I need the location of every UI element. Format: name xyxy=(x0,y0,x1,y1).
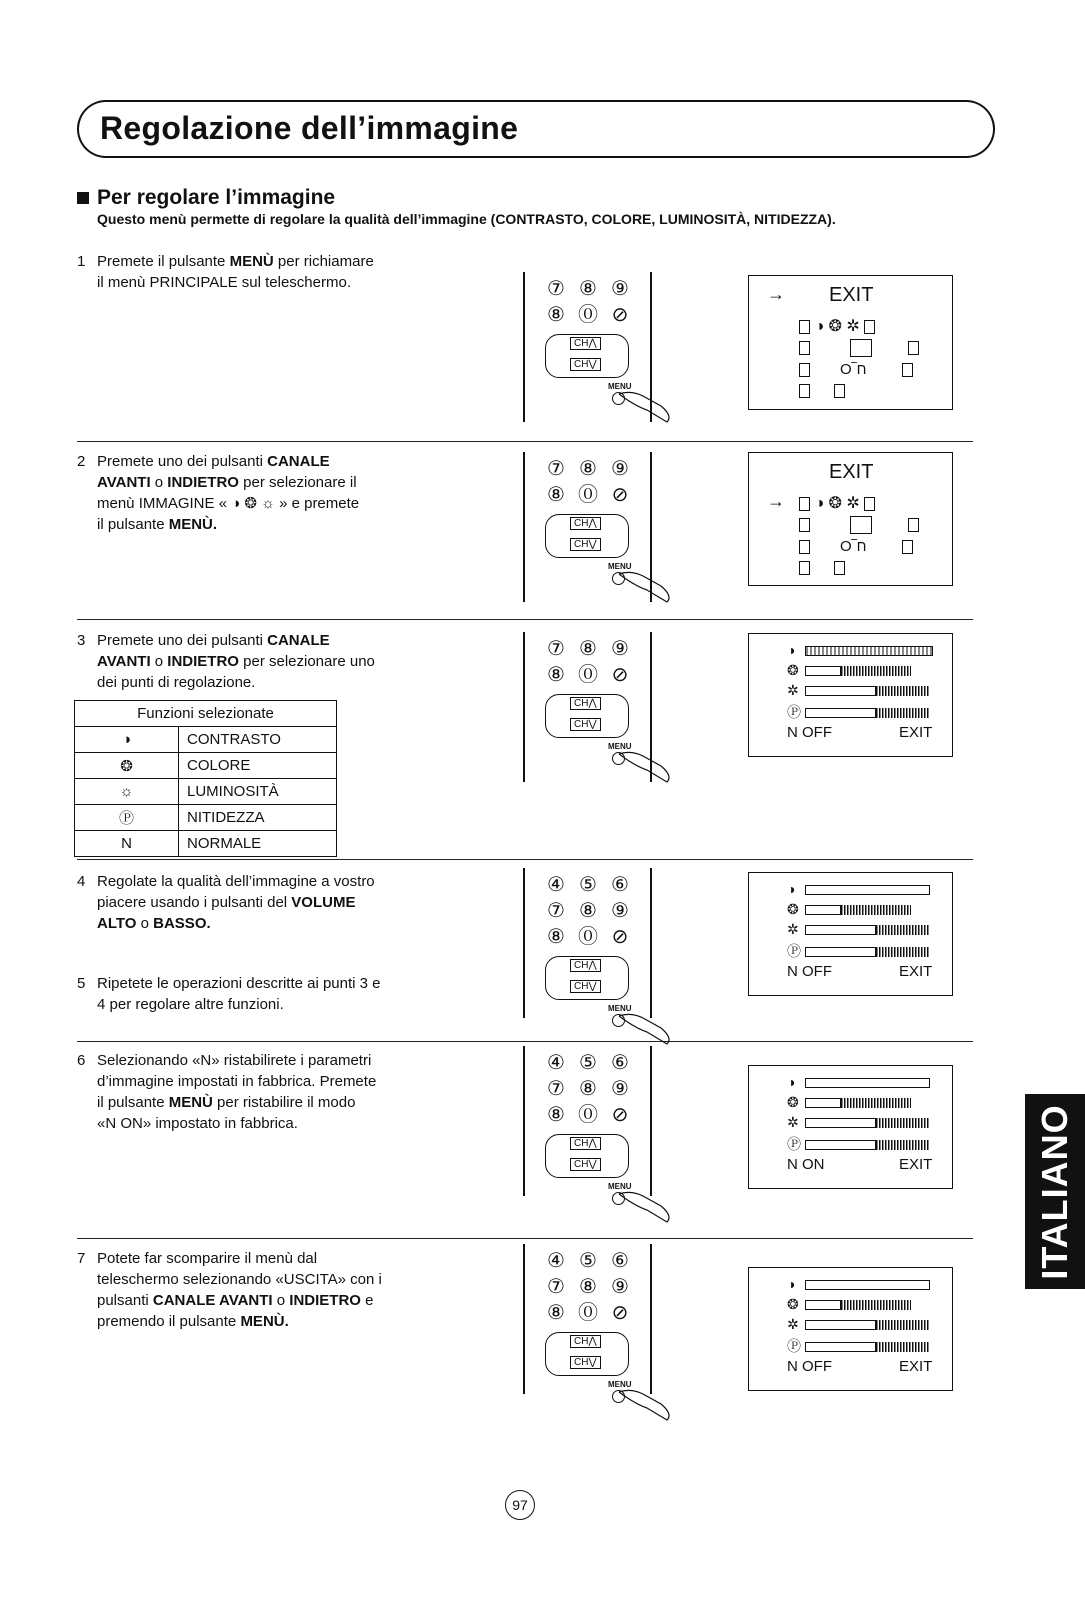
function-name: NORMALE xyxy=(179,831,337,857)
square-icon xyxy=(834,561,845,575)
osd-picture-menu xyxy=(748,872,953,996)
screen-icon xyxy=(850,516,872,534)
ch-down-label: CH⋁ xyxy=(570,358,601,371)
number-key-icon: ⊘ xyxy=(611,1104,629,1126)
title-frame-bottom xyxy=(110,156,958,158)
table-row xyxy=(75,805,337,831)
number-key-icon: ⑨ xyxy=(611,1078,629,1100)
square-icon xyxy=(908,341,919,355)
number-key-icon: ⑦ xyxy=(547,900,565,922)
title-frame-right xyxy=(955,100,995,158)
function-name: NITIDEZZA xyxy=(179,805,337,831)
page-title: Regolazione dell’immagine xyxy=(100,110,519,146)
number-key-icon: ⑨ xyxy=(611,278,629,300)
color-icon: ❂ xyxy=(75,753,179,779)
menu-label: MENU xyxy=(608,382,632,391)
osd-main-menu xyxy=(748,452,953,586)
number-key-icon: ⑦ xyxy=(547,458,565,480)
osd-normal-status: N OFF xyxy=(787,1358,832,1375)
square-icon xyxy=(834,384,845,398)
osd-arrow-icon: → xyxy=(767,284,785,304)
remote-illustration xyxy=(515,632,660,792)
osd-adjust-row: ◑ xyxy=(787,881,930,897)
number-key-icon: ⑧ xyxy=(579,900,597,922)
normal-label: N xyxy=(75,831,179,857)
divider xyxy=(77,859,973,860)
functions-table xyxy=(74,700,337,857)
osd-adjust-row: ❂ xyxy=(787,662,911,679)
square-icon xyxy=(799,341,810,355)
step-text-line: il menù PRINCIPALE sul teleschermo. xyxy=(97,274,351,291)
number-key-icon: ⑧ xyxy=(579,1078,597,1100)
osd-picture-row: ◑ ❂ ✲ xyxy=(799,316,875,336)
language-tab-label: ITALIANO xyxy=(1034,1103,1075,1280)
osd-row xyxy=(799,538,913,555)
functions-table-wrapper xyxy=(74,700,337,857)
step-text-line: Selezionando «N» ristabilirete i parametri xyxy=(97,1052,372,1069)
step-text-line: Potete far scomparire il menù dal xyxy=(97,1250,318,1267)
osd-adjust-row: ◑ xyxy=(787,1074,930,1090)
step-text-line: menù IMMAGINE « ◑ ❂ ☼ » e premete xyxy=(97,495,360,512)
menu-label: MENU xyxy=(608,1380,632,1389)
number-key-icon: ⓪ xyxy=(578,664,598,686)
menu-label: MENU xyxy=(608,1182,632,1191)
function-name: LUMINOSITÀ xyxy=(179,779,337,805)
remote-illustration xyxy=(515,272,660,432)
square-icon xyxy=(799,384,810,398)
sharpness-icon: Ⓟ xyxy=(75,805,179,831)
step-text-line: il pulsante MENÙ per ristabilire il modo xyxy=(97,1094,356,1111)
osd-adjust-row: ✲ xyxy=(787,1114,930,1131)
step-text-line: dei punti di regolazione. xyxy=(97,674,256,691)
osd-main-menu xyxy=(748,275,953,410)
hand-pointer-icon xyxy=(615,746,675,786)
step-text-line: Regolate la qualità dell’immagine a vostro xyxy=(97,873,375,890)
number-key-icon: ⑨ xyxy=(611,458,629,480)
divider xyxy=(77,1041,973,1042)
ch-up-label: CH⋀ xyxy=(570,697,601,710)
osd-adjust-row: ✲ xyxy=(787,921,930,938)
ch-up-label: CH⋀ xyxy=(570,959,601,972)
ch-down-label: CH⋁ xyxy=(570,1158,601,1171)
number-key-icon: ⑧ xyxy=(547,1104,565,1126)
number-key-icon: ⊘ xyxy=(611,926,629,948)
square-icon xyxy=(799,320,810,334)
osd-adjust-row: ◑ xyxy=(787,642,933,658)
number-key-icon: ⑥ xyxy=(611,1052,629,1074)
step-number: 3 xyxy=(77,632,86,649)
number-key-icon: ④ xyxy=(547,1052,565,1074)
step-text-line: premendo il pulsante MENÙ. xyxy=(97,1313,289,1330)
osd-adjust-row: Ⓟ xyxy=(787,941,930,961)
step-text-line: 4 per regolare altre funzioni. xyxy=(97,996,284,1013)
divider xyxy=(77,441,973,442)
step-text-line: AVANTI o INDIETRO per selezionare il xyxy=(97,474,357,491)
number-key-icon: ⑧ xyxy=(579,278,597,300)
ch-down-label: CH⋁ xyxy=(570,1356,601,1369)
table-row xyxy=(75,753,337,779)
number-key-icon: ⊘ xyxy=(611,664,629,686)
step-text-line: ALTO o BASSO. xyxy=(97,915,211,932)
step-6 xyxy=(77,1050,442,1134)
square-icon xyxy=(799,561,810,575)
osd-adjust-row: Ⓟ xyxy=(787,1336,930,1356)
number-key-icon: ⓪ xyxy=(578,304,598,326)
step-text-line: d’immagine impostati in fabbrica. Premete xyxy=(97,1073,377,1090)
osd-row xyxy=(799,361,913,378)
ch-up-label: CH⋀ xyxy=(570,1137,601,1150)
step-number: 4 xyxy=(77,873,86,890)
ch-up-label: CH⋀ xyxy=(570,337,601,350)
table-row xyxy=(75,831,337,857)
brightness-icon: ☼ xyxy=(75,779,179,805)
number-key-icon: ⑤ xyxy=(579,1250,597,1272)
number-key-icon: ⊘ xyxy=(611,484,629,506)
step-text-line: Ripetete le operazioni descritte ai punti 3 e xyxy=(97,975,381,992)
square-icon xyxy=(902,363,913,377)
step-text-line: Premete uno dei pulsanti CANALE xyxy=(97,453,330,470)
hand-pointer-icon xyxy=(615,1384,675,1424)
number-key-icon: ⓪ xyxy=(578,926,598,948)
square-icon xyxy=(799,497,810,511)
step-text-line: piacere usando i pulsanti del VOLUME xyxy=(97,894,356,911)
square-icon xyxy=(864,320,875,334)
osd-adjust-row: ❂ xyxy=(787,901,911,918)
functions-table-header: Funzioni selezionate xyxy=(75,701,337,727)
number-key-icon: ⓪ xyxy=(578,484,598,506)
osd-picture-row: ◑ ❂ ✲ xyxy=(799,493,875,513)
page-number: 97 xyxy=(505,1490,535,1520)
function-name: CONTRASTO xyxy=(179,727,337,753)
square-icon xyxy=(902,540,913,554)
remote-illustration xyxy=(515,868,660,1028)
osd-exit: EXIT xyxy=(899,1358,933,1375)
number-key-icon: ⑧ xyxy=(579,638,597,660)
hand-pointer-icon xyxy=(615,1008,675,1048)
osd-adjust-row: Ⓟ xyxy=(787,702,930,722)
square-icon xyxy=(908,518,919,532)
number-key-icon: ④ xyxy=(547,1250,565,1272)
square-icon xyxy=(799,540,810,554)
step-text-line: il pulsante MENÙ. xyxy=(97,516,218,533)
hand-pointer-icon xyxy=(615,386,675,426)
step-number: 5 xyxy=(77,975,86,992)
number-key-icon: ⑥ xyxy=(611,874,629,896)
osd-adjust-row: ✲ xyxy=(787,1316,930,1333)
osd-adjust-row: Ⓟ xyxy=(787,1134,930,1154)
ch-down-label: CH⋁ xyxy=(570,718,601,731)
number-key-icon: ⑧ xyxy=(547,1302,565,1324)
osd-adjust-row: ❂ xyxy=(787,1094,911,1111)
divider xyxy=(77,1238,973,1239)
step-text-line: teleschermo selezionando «USCITA» con i xyxy=(97,1271,382,1288)
number-key-icon: ⑦ xyxy=(547,1276,565,1298)
key-icon: O‾ח xyxy=(840,538,867,555)
remote-illustration xyxy=(515,1046,660,1206)
divider xyxy=(77,619,973,620)
number-key-icon: ⊘ xyxy=(611,1302,629,1324)
number-key-icon: ⑦ xyxy=(547,1078,565,1100)
osd-row xyxy=(799,339,919,357)
number-key-icon: ⊘ xyxy=(611,304,629,326)
section-heading xyxy=(77,186,335,210)
osd-exit: EXIT xyxy=(899,963,933,980)
table-row xyxy=(75,779,337,805)
number-key-icon: ④ xyxy=(547,874,565,896)
step-1 xyxy=(77,251,442,293)
step-text-line: Premete il pulsante MENÙ per richiamare xyxy=(97,253,374,270)
osd-exit: EXIT xyxy=(899,724,933,741)
menu-label: MENU xyxy=(608,1004,632,1013)
ch-down-label: CH⋁ xyxy=(570,980,601,993)
ch-down-label: CH⋁ xyxy=(570,538,601,551)
number-key-icon: ⑦ xyxy=(547,278,565,300)
menu-label: MENU xyxy=(608,562,632,571)
number-key-icon: ⑧ xyxy=(579,1276,597,1298)
step-7 xyxy=(77,1248,442,1332)
menu-label: MENU xyxy=(608,742,632,751)
step-5 xyxy=(77,973,442,1015)
step-text-line: Premete uno dei pulsanti CANALE xyxy=(97,632,330,649)
osd-adjust-row: ◑ xyxy=(787,1276,930,1292)
step-number: 7 xyxy=(77,1250,86,1267)
square-icon xyxy=(799,363,810,377)
number-key-icon: ⑤ xyxy=(579,1052,597,1074)
osd-exit: EXIT xyxy=(899,1156,933,1173)
section-intro: Questo menù permette di regolare la qualità dell’immagine (CONTRASTO, COLORE, LUMINOSITÀ, NITIDEZZA). xyxy=(97,211,836,227)
step-text-line: pulsanti CANALE AVANTI o INDIETRO e xyxy=(97,1292,374,1309)
number-key-icon: ⓪ xyxy=(578,1302,598,1324)
osd-row xyxy=(799,516,919,534)
function-name: COLORE xyxy=(179,753,337,779)
square-icon xyxy=(864,497,875,511)
number-key-icon: ⑨ xyxy=(611,900,629,922)
title-frame-top xyxy=(110,100,958,102)
step-text-line: AVANTI o INDIETRO per selezionare uno xyxy=(97,653,375,670)
osd-exit: EXIT xyxy=(829,284,874,306)
number-key-icon: ⑧ xyxy=(547,304,565,326)
table-row xyxy=(75,727,337,753)
remote-illustration xyxy=(515,1244,660,1404)
step-number: 6 xyxy=(77,1052,86,1069)
osd-arrow-icon: → xyxy=(767,491,785,511)
step-number: 1 xyxy=(77,253,86,270)
osd-adjust-row: ✲ xyxy=(787,682,930,699)
section-heading-text: Per regolare l’immagine xyxy=(97,186,336,209)
osd-normal-status: N OFF xyxy=(787,963,832,980)
key-icon: O‾ח xyxy=(840,361,867,378)
contrast-icon: ◑ xyxy=(75,727,179,753)
square-icon xyxy=(799,518,810,532)
osd-exit: EXIT xyxy=(829,461,874,483)
osd-picture-menu xyxy=(748,1065,953,1189)
osd-normal-status: N OFF xyxy=(787,724,832,741)
language-tab xyxy=(1025,1094,1085,1289)
number-key-icon: ⑧ xyxy=(547,926,565,948)
hand-pointer-icon xyxy=(615,1186,675,1226)
number-key-icon: ⑧ xyxy=(547,484,565,506)
ch-up-label: CH⋀ xyxy=(570,1335,601,1348)
remote-illustration xyxy=(515,452,660,612)
number-key-icon: ⑧ xyxy=(579,458,597,480)
osd-pr-row xyxy=(799,382,845,399)
osd-picture-menu xyxy=(748,633,953,757)
number-key-icon: ⑧ xyxy=(547,664,565,686)
number-key-icon: ⑥ xyxy=(611,1250,629,1272)
number-key-icon: ⑨ xyxy=(611,638,629,660)
step-4 xyxy=(77,871,442,934)
step-2 xyxy=(77,451,442,535)
step-3 xyxy=(77,630,442,693)
bullet-square-icon xyxy=(77,192,89,204)
hand-pointer-icon xyxy=(615,566,675,606)
number-key-icon: ⑦ xyxy=(547,638,565,660)
step-number: 2 xyxy=(77,453,86,470)
screen-icon xyxy=(850,339,872,357)
step-text-line: «N ON» impostato in fabbrica. xyxy=(97,1115,298,1132)
number-key-icon: ⑤ xyxy=(579,874,597,896)
osd-normal-status: N ON xyxy=(787,1156,825,1173)
number-key-icon: ⓪ xyxy=(578,1104,598,1126)
osd-pr-row xyxy=(799,559,845,576)
ch-up-label: CH⋀ xyxy=(570,517,601,530)
osd-adjust-row: ❂ xyxy=(787,1296,911,1313)
number-key-icon: ⑨ xyxy=(611,1276,629,1298)
osd-picture-menu xyxy=(748,1267,953,1391)
